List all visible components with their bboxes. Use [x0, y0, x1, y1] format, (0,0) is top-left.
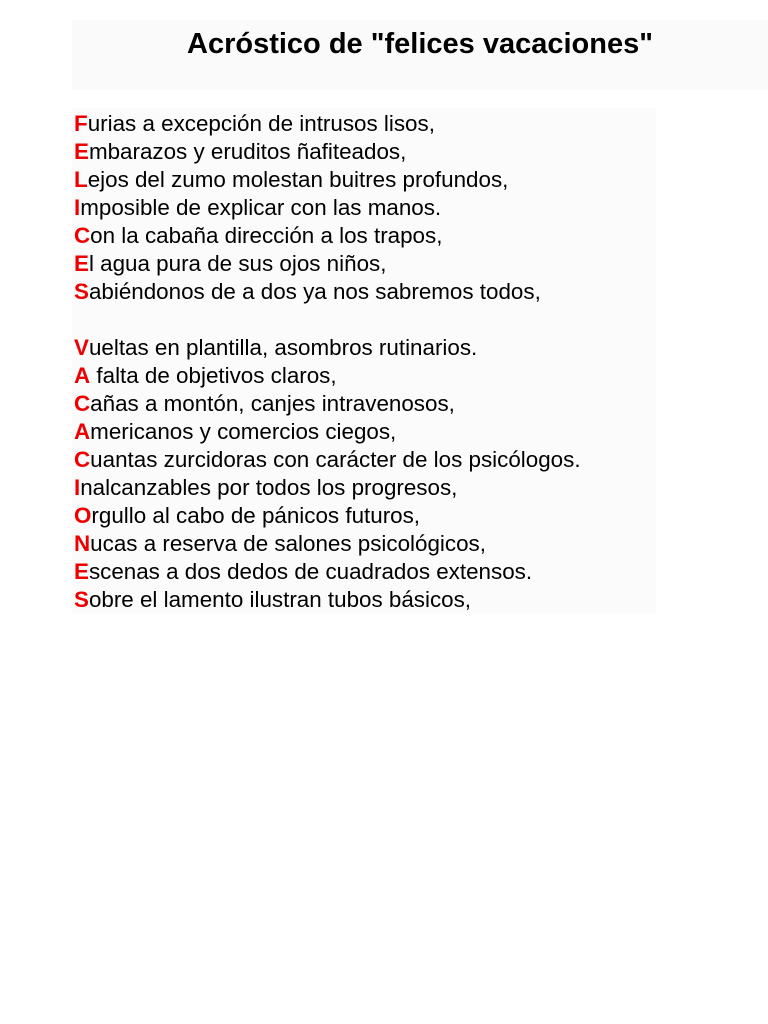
poem-line: [74, 278, 694, 306]
poem-line: [74, 166, 694, 194]
poem-line: [74, 362, 694, 390]
acrostic-initial: C: [74, 391, 91, 416]
line-text: mericanos y comercios ciegos,: [90, 419, 397, 444]
stanza-2: [74, 334, 694, 614]
acrostic-initial: C: [74, 447, 91, 472]
line-text: abiéndonos de a dos ya nos sabremos todos,: [88, 279, 541, 304]
line-text: scenas a dos dedos de cuadrados extensos.: [88, 559, 533, 584]
line-text: ejos del zumo molestan buitres profundos,: [87, 167, 509, 192]
line-text: uantas zurcidoras con carácter de los psicólogos.: [90, 447, 581, 472]
acrostic-poem: [74, 110, 694, 614]
line-text: on la cabaña dirección a los trapos,: [90, 223, 443, 248]
poem-line: [74, 446, 694, 474]
poem-line: [74, 586, 694, 614]
acrostic-initial: I: [74, 475, 81, 500]
line-text: falta de objetivos claros,: [90, 363, 337, 388]
document-title: Acróstico de "felices vacaciones": [187, 28, 653, 60]
line-text: rgullo al cabo de pánicos futuros,: [91, 503, 421, 528]
poem-line: [74, 110, 694, 138]
poem-line: [74, 250, 694, 278]
acrostic-initial: E: [74, 251, 89, 276]
line-text: urias a excepción de intrusos lisos,: [87, 111, 435, 136]
line-text: mposible de explicar con las manos.: [80, 195, 442, 220]
line-text: ueltas en plantilla, asombros rutinarios.: [88, 335, 478, 360]
poem-line: [74, 474, 694, 502]
poem-line: [74, 418, 694, 446]
stanza-1: [74, 110, 694, 306]
poem-line: [74, 530, 694, 558]
acrostic-initial: N: [74, 531, 91, 556]
poem-line: [74, 502, 694, 530]
poem-line: [74, 222, 694, 250]
poem-line: [74, 194, 694, 222]
acrostic-initial: I: [74, 195, 81, 220]
line-text: nalcanzables por todos los progresos,: [80, 475, 458, 500]
line-text: obre el lamento ilustran tubos básicos,: [88, 587, 472, 612]
poem-line: [74, 334, 694, 362]
acrostic-initial: C: [74, 223, 91, 248]
poem-line: [74, 558, 694, 586]
acrostic-initial: L: [74, 167, 88, 192]
acrostic-initial: A: [74, 419, 91, 444]
line-text: mbarazos y eruditos ñafiteados,: [88, 139, 407, 164]
acrostic-initial: E: [74, 139, 89, 164]
acrostic-initial: F: [74, 111, 88, 136]
poem-line: [74, 138, 694, 166]
line-text: añas a montón, canjes intravenosos,: [90, 391, 455, 416]
acrostic-initial: S: [74, 587, 89, 612]
line-text: l agua pura de sus ojos niños,: [88, 251, 387, 276]
poem-line: [74, 390, 694, 418]
acrostic-initial: V: [74, 335, 89, 360]
acrostic-initial: E: [74, 559, 89, 584]
acrostic-initial: O: [74, 503, 92, 528]
acrostic-initial: A: [74, 363, 91, 388]
line-text: ucas a reserva de salones psicológicos,: [90, 531, 486, 556]
acrostic-initial: S: [74, 279, 89, 304]
